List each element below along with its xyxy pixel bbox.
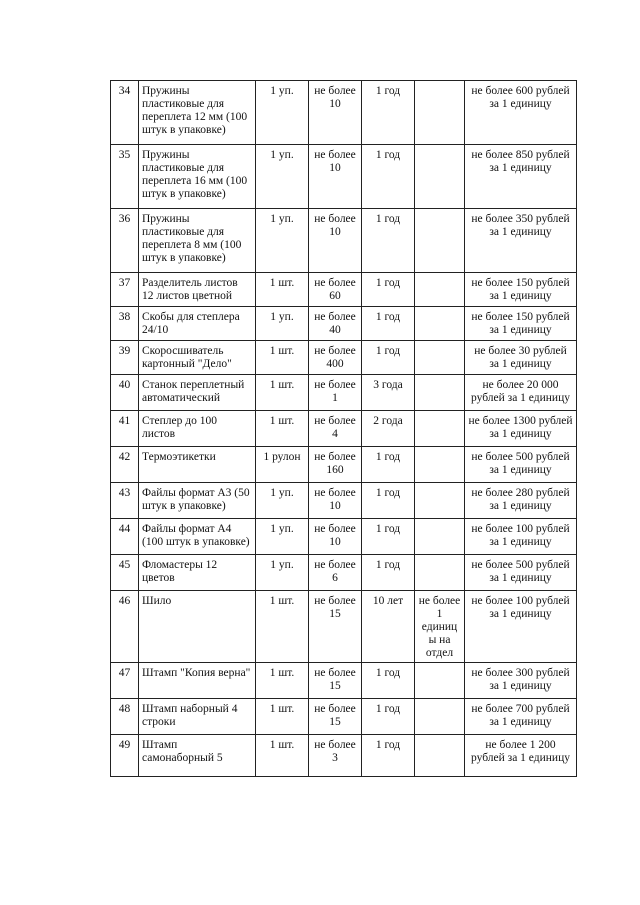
- item-name: Пружины пластиковые для переплета 12 мм (100 штук в упаковке): [139, 81, 256, 145]
- item-price: не более 300 рублей за 1 единицу: [465, 663, 577, 699]
- item-quantity: не более 1: [309, 375, 362, 411]
- table-body: [111, 81, 577, 777]
- item-quantity: не более 15: [309, 699, 362, 735]
- item-unit: 1 уп.: [256, 307, 309, 341]
- item-quantity: не более 15: [309, 663, 362, 699]
- row-number: 41: [111, 411, 139, 447]
- item-price: не более 20 000 рублей за 1 единицу: [465, 375, 577, 411]
- item-extra: [415, 307, 465, 341]
- item-term: 1 год: [362, 483, 415, 519]
- item-price: не более 100 рублей за 1 единицу: [465, 519, 577, 555]
- table-row: [111, 273, 577, 307]
- item-quantity: не более 40: [309, 307, 362, 341]
- row-number: 46: [111, 591, 139, 663]
- item-name: Фломастеры 12 цветов: [139, 555, 256, 591]
- row-number: 48: [111, 699, 139, 735]
- item-quantity: не более 60: [309, 273, 362, 307]
- item-extra: [415, 555, 465, 591]
- item-unit: 1 шт.: [256, 663, 309, 699]
- item-extra: [415, 483, 465, 519]
- item-price: не более 500 рублей за 1 единицу: [465, 447, 577, 483]
- row-number: 38: [111, 307, 139, 341]
- item-unit: 1 уп.: [256, 145, 309, 209]
- item-term: 1 год: [362, 341, 415, 375]
- item-quantity: не более 10: [309, 519, 362, 555]
- item-extra: [415, 735, 465, 777]
- item-unit: 1 шт.: [256, 341, 309, 375]
- item-price: не более 150 рублей за 1 единицу: [465, 307, 577, 341]
- item-quantity: не более 4: [309, 411, 362, 447]
- item-term: 1 год: [362, 699, 415, 735]
- item-quantity: не более 15: [309, 591, 362, 663]
- item-price: не более 850 рублей за 1 единицу: [465, 145, 577, 209]
- item-name: Файлы формат А4 (100 штук в упаковке): [139, 519, 256, 555]
- item-quantity: не более 10: [309, 483, 362, 519]
- item-name: Степлер до 100 листов: [139, 411, 256, 447]
- item-extra: [415, 519, 465, 555]
- item-name: Штамп "Копия верна": [139, 663, 256, 699]
- item-unit: 1 шт.: [256, 375, 309, 411]
- item-price: не более 600 рублей за 1 единицу: [465, 81, 577, 145]
- item-name: Шило: [139, 591, 256, 663]
- item-price: не более 280 рублей за 1 единицу: [465, 483, 577, 519]
- item-name: Штамп самонаборный 5: [139, 735, 256, 777]
- item-term: 1 год: [362, 145, 415, 209]
- item-unit: 1 шт.: [256, 735, 309, 777]
- row-number: 35: [111, 145, 139, 209]
- row-number: 43: [111, 483, 139, 519]
- item-term: 10 лет: [362, 591, 415, 663]
- item-term: 1 год: [362, 663, 415, 699]
- table-row: [111, 375, 577, 411]
- table-row: [111, 209, 577, 273]
- item-unit: 1 шт.: [256, 273, 309, 307]
- item-name: Термоэтикетки: [139, 447, 256, 483]
- table-row: [111, 483, 577, 519]
- item-name: Станок переплетный автоматический: [139, 375, 256, 411]
- item-unit: 1 уп.: [256, 555, 309, 591]
- item-quantity: не более 400: [309, 341, 362, 375]
- item-extra: [415, 447, 465, 483]
- item-unit: 1 шт.: [256, 591, 309, 663]
- item-unit: 1 уп.: [256, 209, 309, 273]
- item-name: Штамп наборный 4 строки: [139, 699, 256, 735]
- supplies-table: [110, 80, 577, 777]
- item-price: не более 500 рублей за 1 единицу: [465, 555, 577, 591]
- table-row: [111, 447, 577, 483]
- item-name: Файлы формат А3 (50 штук в упаковке): [139, 483, 256, 519]
- item-name: Пружины пластиковые для переплета 16 мм (100 штук в упаковке): [139, 145, 256, 209]
- item-quantity: не более 10: [309, 209, 362, 273]
- table-row: [111, 307, 577, 341]
- item-quantity: не более 6: [309, 555, 362, 591]
- row-number: 37: [111, 273, 139, 307]
- item-unit: 1 шт.: [256, 699, 309, 735]
- item-term: 1 год: [362, 307, 415, 341]
- item-extra: [415, 273, 465, 307]
- item-unit: 1 уп.: [256, 81, 309, 145]
- table-row: [111, 591, 577, 663]
- item-unit: 1 шт.: [256, 411, 309, 447]
- row-number: 44: [111, 519, 139, 555]
- item-price: не более 700 рублей за 1 единицу: [465, 699, 577, 735]
- item-extra: [415, 145, 465, 209]
- item-extra: [415, 663, 465, 699]
- item-extra: [415, 341, 465, 375]
- item-extra: [415, 81, 465, 145]
- item-term: 1 год: [362, 735, 415, 777]
- table-row: [111, 411, 577, 447]
- item-term: 1 год: [362, 209, 415, 273]
- item-term: 2 года: [362, 411, 415, 447]
- item-quantity: не более 10: [309, 81, 362, 145]
- item-price: не более 1300 рублей за 1 единицу: [465, 411, 577, 447]
- item-extra: [415, 209, 465, 273]
- item-price: не более 350 рублей за 1 единицу: [465, 209, 577, 273]
- item-extra: [415, 411, 465, 447]
- item-quantity: не более 3: [309, 735, 362, 777]
- item-quantity: не более 160: [309, 447, 362, 483]
- item-name: Разделитель листов 12 листов цветной: [139, 273, 256, 307]
- table-row: [111, 145, 577, 209]
- table-row: [111, 341, 577, 375]
- row-number: 45: [111, 555, 139, 591]
- table-row: [111, 663, 577, 699]
- table-row: [111, 555, 577, 591]
- item-term: 1 год: [362, 519, 415, 555]
- item-quantity: не более 10: [309, 145, 362, 209]
- row-number: 49: [111, 735, 139, 777]
- item-price: не более 150 рублей за 1 единицу: [465, 273, 577, 307]
- row-number: 36: [111, 209, 139, 273]
- table-row: [111, 81, 577, 145]
- row-number: 47: [111, 663, 139, 699]
- item-term: 1 год: [362, 273, 415, 307]
- item-price: не более 100 рублей за 1 единицу: [465, 591, 577, 663]
- row-number: 40: [111, 375, 139, 411]
- item-unit: 1 уп.: [256, 483, 309, 519]
- table-row: [111, 699, 577, 735]
- item-unit: 1 рулон: [256, 447, 309, 483]
- item-price: не более 1 200 рублей за 1 единицу: [465, 735, 577, 777]
- item-term: 1 год: [362, 81, 415, 145]
- item-extra: не более 1 единицы на отдел: [415, 591, 465, 663]
- item-term: 3 года: [362, 375, 415, 411]
- row-number: 39: [111, 341, 139, 375]
- row-number: 42: [111, 447, 139, 483]
- item-unit: 1 уп.: [256, 519, 309, 555]
- item-name: Скоросшиватель картонный "Дело": [139, 341, 256, 375]
- table-row: [111, 519, 577, 555]
- item-name: Пружины пластиковые для переплета 8 мм (100 штук в упаковке): [139, 209, 256, 273]
- item-name: Скобы для степлера 24/10: [139, 307, 256, 341]
- item-term: 1 год: [362, 555, 415, 591]
- item-extra: [415, 699, 465, 735]
- row-number: 34: [111, 81, 139, 145]
- item-price: не более 30 рублей за 1 единицу: [465, 341, 577, 375]
- item-extra: [415, 375, 465, 411]
- table-row: [111, 735, 577, 777]
- item-term: 1 год: [362, 447, 415, 483]
